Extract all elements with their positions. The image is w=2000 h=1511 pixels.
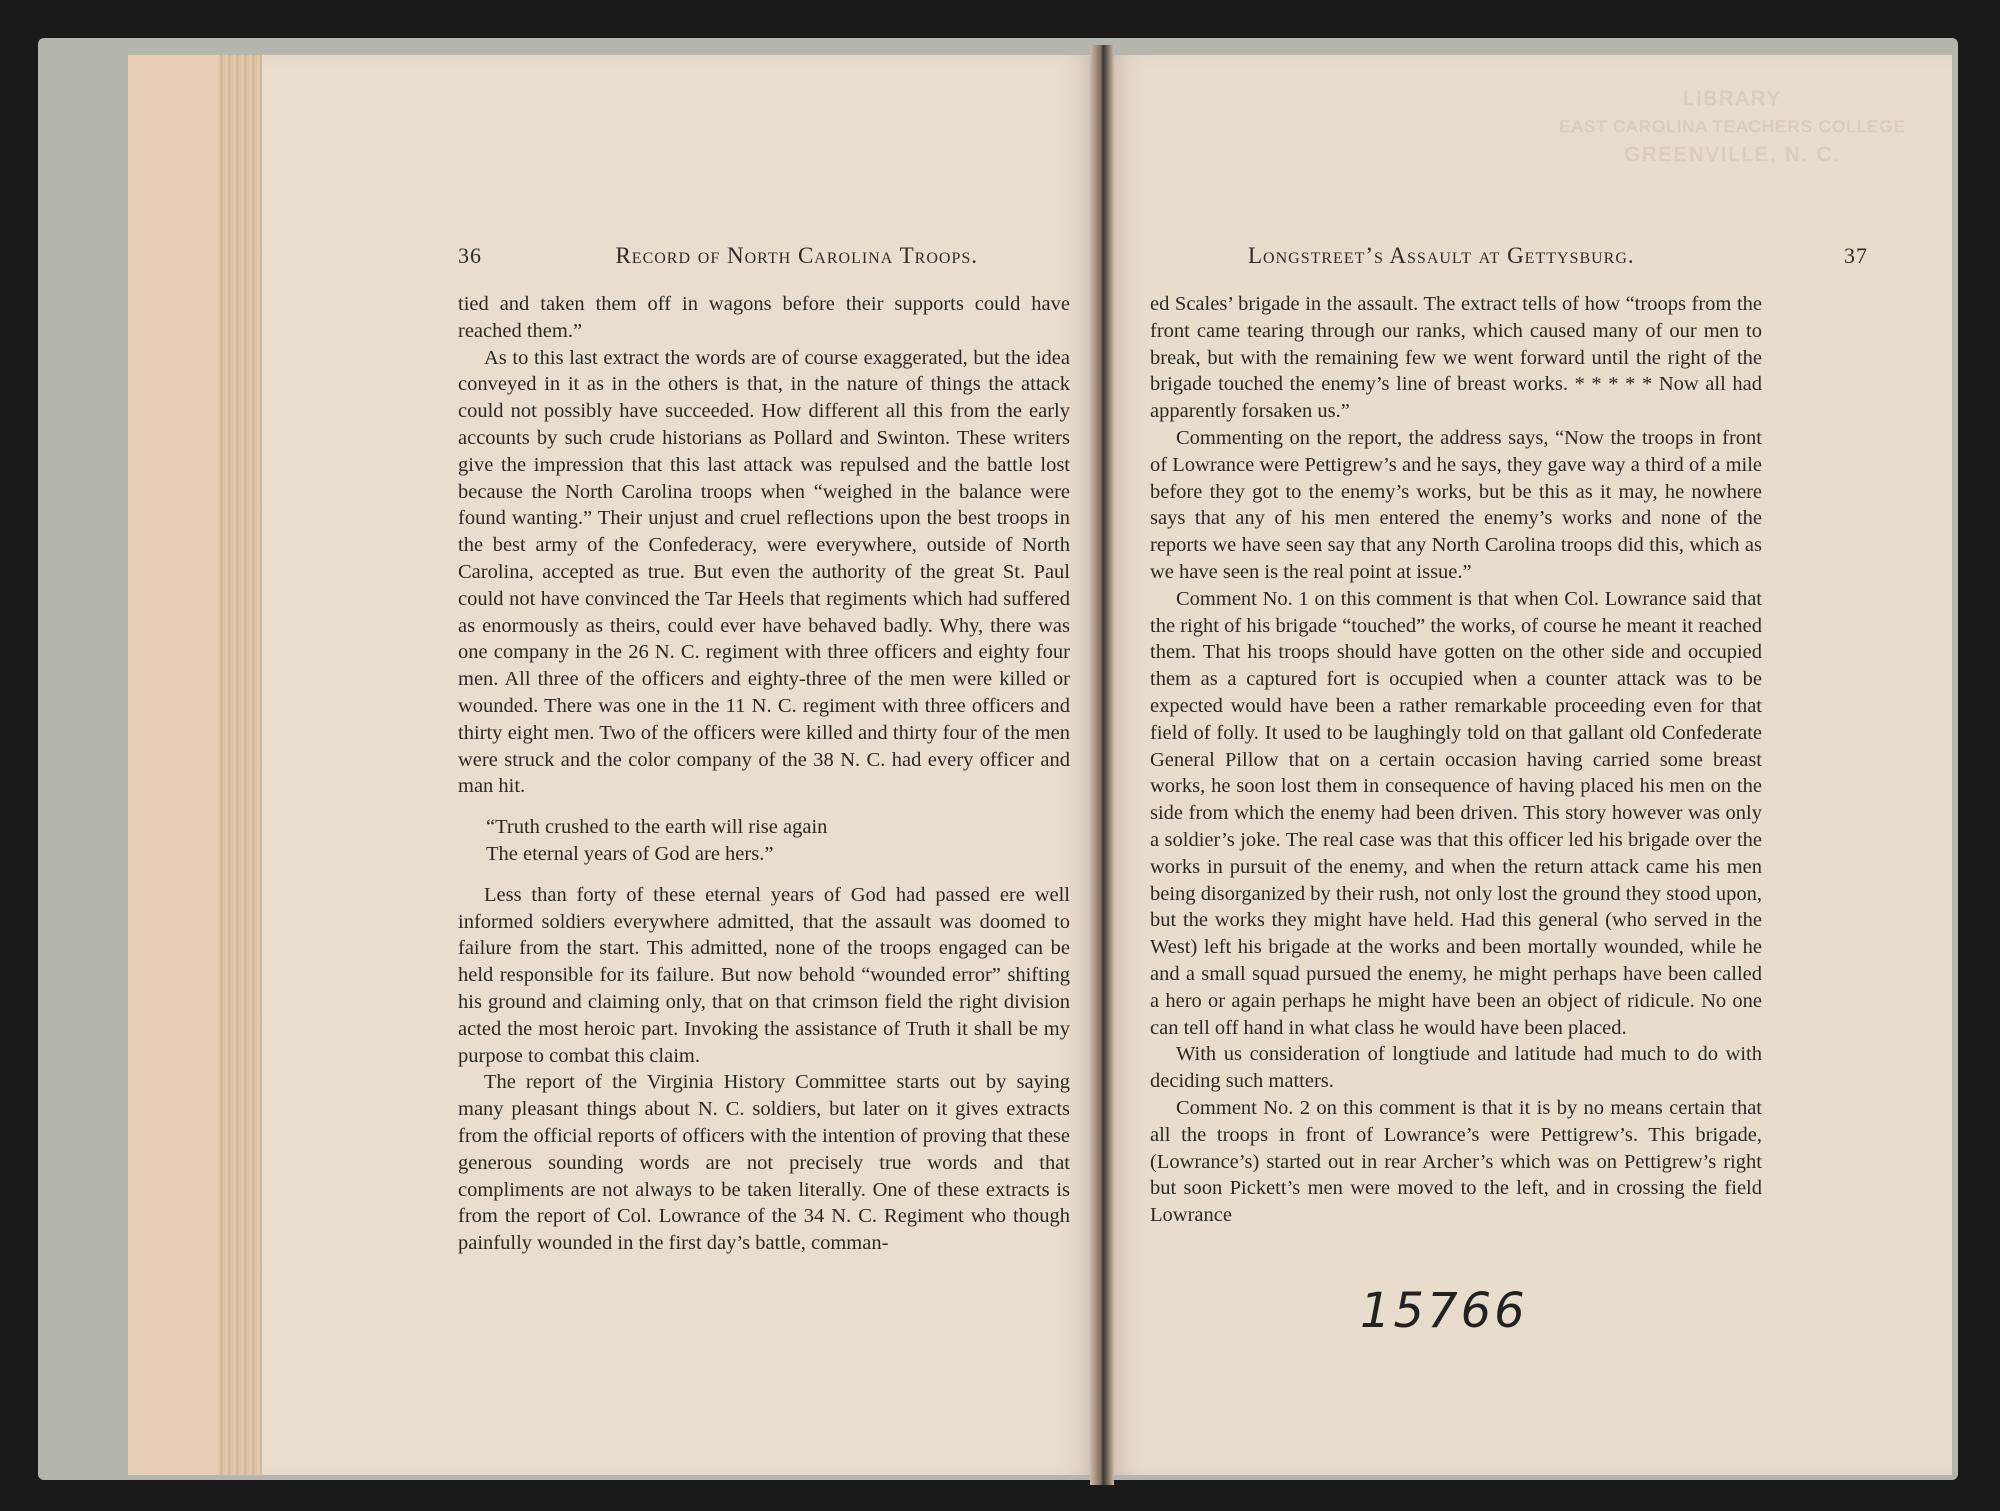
- page-edge-block: [128, 55, 218, 1475]
- paragraph: Comment No. 2 on this comment is that it is by no means certain that all the troops in front of Lowrance’s were Pettigrew’s. This brigade, (Lowrance’s) started out in rear Archer’s which was on Pettigrew’s right but soon Pickett’s men were moved to the left, and in crossing the field Lowrance: [1150, 1096, 1762, 1227]
- paragraph: As to this last extract the words are of course exaggerated, but the idea conveyed in it as in the others is that, in the nature of things the attack could not possibly have succeeded. How different all this from the early accounts by such crude historians as Pollard and Swinton. These writers give the impression that this last attack was repulsed and the battle lost because the North Carolina troops when “weighed in the balance were found wanting.” Their unjust and cruel reflections upon the best troops in the best army of the Confederacy, were everywhere, outside of North Carolina, accepted as true. But even the authority of the great St. Paul could not have convinced the Tar Heels that regiments which had suffered as enormously as theirs, could ever have behaved badly. Why, there was one company in the 26 N. C. regiment with three officers and eighty four men. All three of the officers and eighty-three of the men were killed or wounded. There was one in the 11 N. C. regiment with three officers and thirty eight men. Two of the officers were killed and thirty four of the men were struck and the color company of the 38 N. C. had every officer and man hit.: [458, 346, 1070, 798]
- left-page: [262, 55, 1102, 1475]
- paragraph: Comment No. 1 on this comment is that when Col. Lowrance said that the right of his brigade “touched” the works, of course he meant it reached them. That his troops should have gotten on the other side and occupied them as a captured fort is occupied when a counter attack was to be expected would have been a rather remarkable proceeding even for that field of folly. It used to be laughingly told on that gallant old Confederate General Pillow that on a certain occasion having carried some breast works, he soon lost them in consequence of having placed his men on the side from which the enemy had been driven. This story however was only a soldier’s joke. The real case was that this officer led his brigade over the works in pursuit of the enemy, and when the return attack came his men being disorganized by their rush, not only lost the ground they stood upon, but the works they might have held. Had this general (who served in the West) left his brigade at the works and been mortally wounded, while he and a small squad pursued the enemy, he might perhaps have been called a hero or again perhaps he might have been an object of ridicule. No one can tell off hand in what class he would have been placed.: [1150, 587, 1762, 1039]
- paragraph: Commenting on the report, the address says, “Now the troops in front of Lowrance were Pettigrew’s and he says, they gave way a third of a mile before they got to the enemy’s works, but be this as it may, he nowhere says that any of his men entered the enemy’s works and none of the reports we have seen say that any North Carolina troops did this, which as we have seen is the real point at issue.”: [1150, 426, 1762, 583]
- stamp-line: GREENVILLE, N. C.: [1624, 144, 1841, 166]
- book-gutter: [1090, 45, 1114, 1485]
- right-page-number: 37: [1844, 243, 1868, 268]
- paragraph: The report of the Virginia History Committee starts out by saying many pleasant things about N. C. soldiers, but later on it gives extracts from the official reports of officers with the intention of proving that these generous sounding words are not precisely true words and that compliments are not always to be taken literally. One of these extracts is from the report of Col. Lowrance of the 34 N. C. Regiment who though painfully wounded in the first day’s battle, comman-: [458, 1071, 1070, 1255]
- left-running-header: [458, 243, 978, 269]
- handwritten-accession-number: 15766: [1360, 1283, 1528, 1339]
- left-body-text: [458, 291, 1070, 1257]
- stamp-line: LIBRARY: [1682, 88, 1783, 110]
- right-page: [1102, 55, 1952, 1475]
- right-running-head: Longstreet’s Assault at Gettysburg.: [1248, 243, 1635, 268]
- paragraph: Less than forty of these eternal years of God had passed ere well informed soldiers everywhere admitted, that the assault was doomed to failure from the start. This admitted, none of the troops engaged can be held responsible for its failure. But now behold “wounded error” shifting his ground and claiming only, that on that crimson field the right division acted the most heroic part. Invoking the assistance of Truth it shall be my purpose to combat this claim.: [458, 883, 1070, 1067]
- right-running-header: [1248, 243, 1868, 269]
- library-stamp: [1559, 85, 1906, 169]
- left-page-number: 36: [458, 243, 482, 268]
- stamp-line: EAST CAROLINA TEACHERS COLLEGE: [1559, 117, 1906, 136]
- left-running-head: Record of North Carolina Troops.: [615, 243, 978, 268]
- paragraph: With us consideration of longtiude and latitude had much to do with deciding such matters.: [1150, 1043, 1762, 1093]
- paragraph: tied and taken them off in wagons before their supports could have reached them.”: [458, 293, 1070, 342]
- verse-line: The eternal years of God are hers.”: [486, 842, 774, 865]
- verse-line: “Truth crushed to the earth will rise again: [486, 816, 828, 839]
- paragraph: ed Scales’ brigade in the assault. The extract tells of how “troops from the front came tearing through our ranks, which caused many of our men to break, but with the remaining few we went forward until the right of the brigade touched the enemy’s line of breast works. * * * * * Now all had apparently forsaken us.”: [1150, 293, 1762, 423]
- right-body-text: [1150, 291, 1762, 1229]
- verse-quote: [486, 814, 1070, 868]
